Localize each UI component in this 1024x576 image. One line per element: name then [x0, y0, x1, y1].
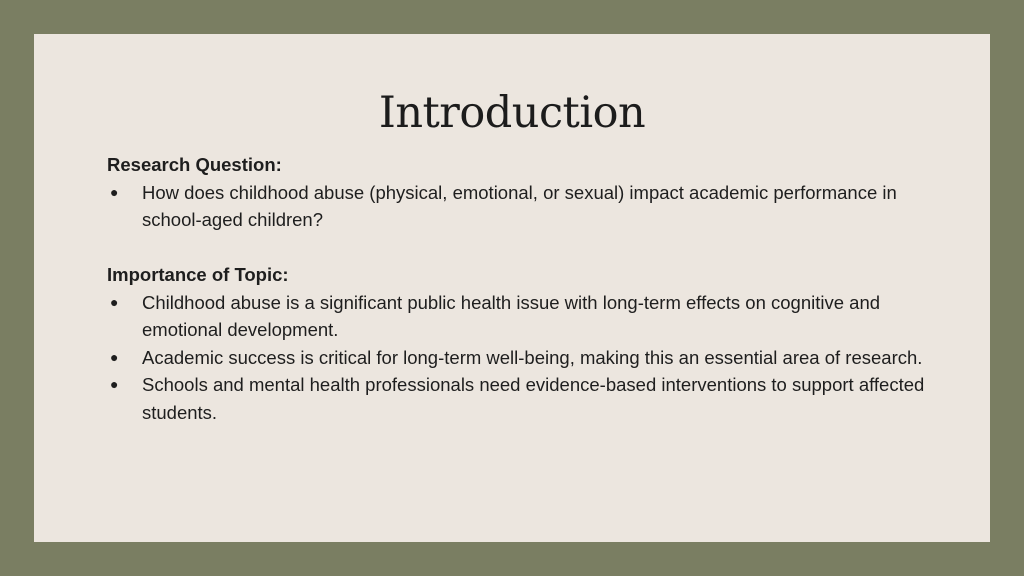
bullet-icon: ●	[110, 348, 119, 365]
slide-content	[107, 151, 947, 426]
section-heading-research-question: Research Question:	[107, 154, 282, 175]
section-spacer	[107, 234, 947, 262]
bullet-icon: ●	[110, 376, 119, 392]
list-item-text: Childhood abuse is a significant public health issue with long-term effects on cognitive and emotional development.	[142, 291, 881, 340]
list-item	[107, 289, 947, 344]
section-heading-importance: Importance of Topic:	[107, 264, 289, 285]
slide	[34, 34, 990, 542]
list-item	[107, 344, 947, 372]
list-item-text: Schools and mental health professionals need evidence-based interventions to support affected students.	[142, 374, 925, 423]
list-item-text: Academic success is critical for long-term well-being, making this an essential area of research.	[142, 346, 923, 368]
bullet-icon: ●	[110, 293, 119, 310]
research-question-list	[107, 179, 947, 234]
bullet-icon: ●	[110, 183, 119, 200]
slide-title: Introduction	[378, 88, 646, 138]
list-item	[107, 179, 947, 234]
importance-list	[107, 289, 947, 427]
list-item	[107, 371, 947, 426]
list-item-text: How does childhood abuse (physical, emotional, or sexual) impact academic performance in school-aged children?	[142, 181, 897, 230]
